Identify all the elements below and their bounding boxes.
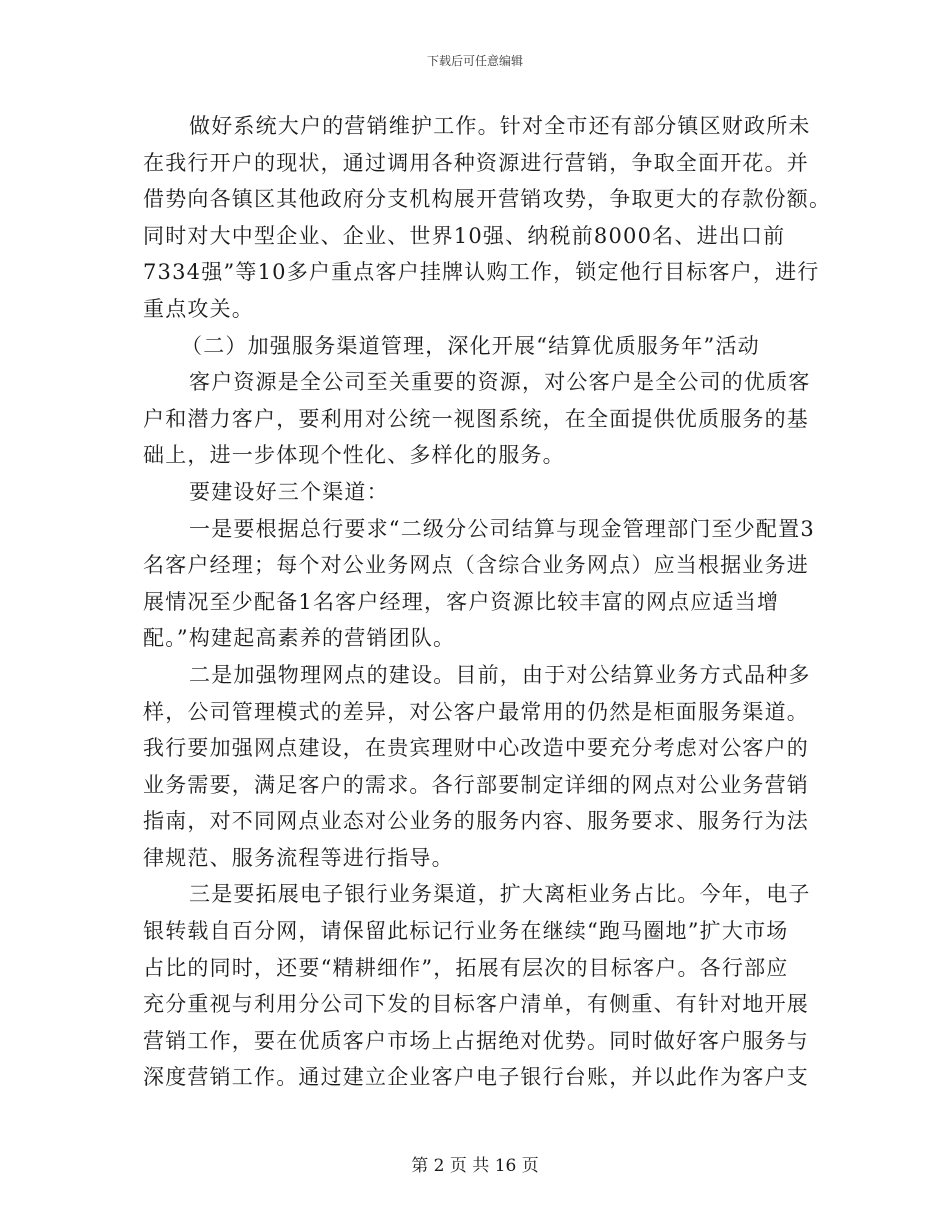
text-line: （二）加强服务渠道管理，深化开展“结算优质服务年”活动: [181, 333, 760, 358]
text-line: 名客户经理；每个对公业务网点（含综合业务网点）应当根据业务进: [143, 553, 809, 578]
text-line: 深度营销工作。通过建立企业客户电子银行台账，并以此作为客户支: [143, 1065, 809, 1090]
text-line: 7334强”等10多户重点客户挂牌认购工作，锁定他行目标客户，进行: [143, 260, 820, 285]
text-line: 做好系统大户的营销维护工作。针对全市还有部分镇区财政所未: [189, 114, 811, 138]
text-line: 指南，对不同网点业态对公业务的服务内容、服务要求、服务行为法: [143, 809, 809, 834]
text-line: 借势向各镇区其他政府分支机构展开营销攻势，争取更大的存款份额。: [143, 187, 832, 212]
text-line: 二是加强物理网点的建设。目前，由于对公结算业务方式品种多: [189, 662, 811, 687]
page-header-note: 下载后可任意编辑: [426, 54, 523, 68]
text-line: 三是要拓展电子银行业务渠道，扩大离柜业务占比。今年，电子: [189, 882, 811, 907]
document-body: [143, 108, 832, 1096]
text-line: 样，公司管理模式的差异，对公客户最常用的仍然是柜面服务渠道。: [143, 699, 809, 724]
text-line: 础上，进一步体现个性化、多样化的服务。: [143, 443, 565, 468]
page-number-footer: 第 2 页 共 16 页: [411, 1156, 539, 1176]
text-line: 我行要加强网点建设，在贵宾理财中心改造中要充分考虑对公客户的: [143, 736, 809, 761]
text-line: 配。”构建起高素养的营销团队。: [143, 626, 456, 651]
text-line: 一是要根据总行要求“二级分公司结算与现金管理部门至少配置3: [189, 516, 815, 541]
text-line: 在我行开户的现状，通过调用各种资源进行营销，争取全面开花。并: [143, 150, 809, 175]
text-line: 户和潜力客户，要利用对公统一视图系统，在全面提供优质服务的基: [143, 406, 809, 431]
text-line: 业务需要，满足客户的需求。各行部要制定详细的网点对公业务营销: [143, 772, 809, 797]
text-line: 同时对大中型企业、企业、世界10强、纳税前8000名、进出口前: [143, 223, 786, 248]
text-line: 重点攻关。: [143, 296, 254, 321]
text-line: 要建设好三个渠道：: [189, 479, 389, 504]
text-line: 占比的同时，还要“精耕细作”，拓展有层次的目标客户。各行部应: [143, 955, 789, 980]
text-line: 客户资源是全公司至关重要的资源，对公客户是全公司的优质客: [189, 370, 811, 395]
text-line: 展情况至少配备1名客户经理，客户资源比较丰富的网点应适当增: [143, 589, 780, 614]
text-line: 律规范、服务流程等进行指导。: [143, 845, 454, 870]
text-line: 营销工作，要在优质客户市场上占据绝对优势。同时做好客户服务与: [143, 1028, 809, 1053]
text-line: 充分重视与利用分公司下发的目标客户清单，有侧重、有针对地开展: [143, 992, 809, 1017]
text-line: 银转载自百分网，请保留此标记行业务在继续“跑马圈地”扩大市场: [143, 919, 789, 944]
